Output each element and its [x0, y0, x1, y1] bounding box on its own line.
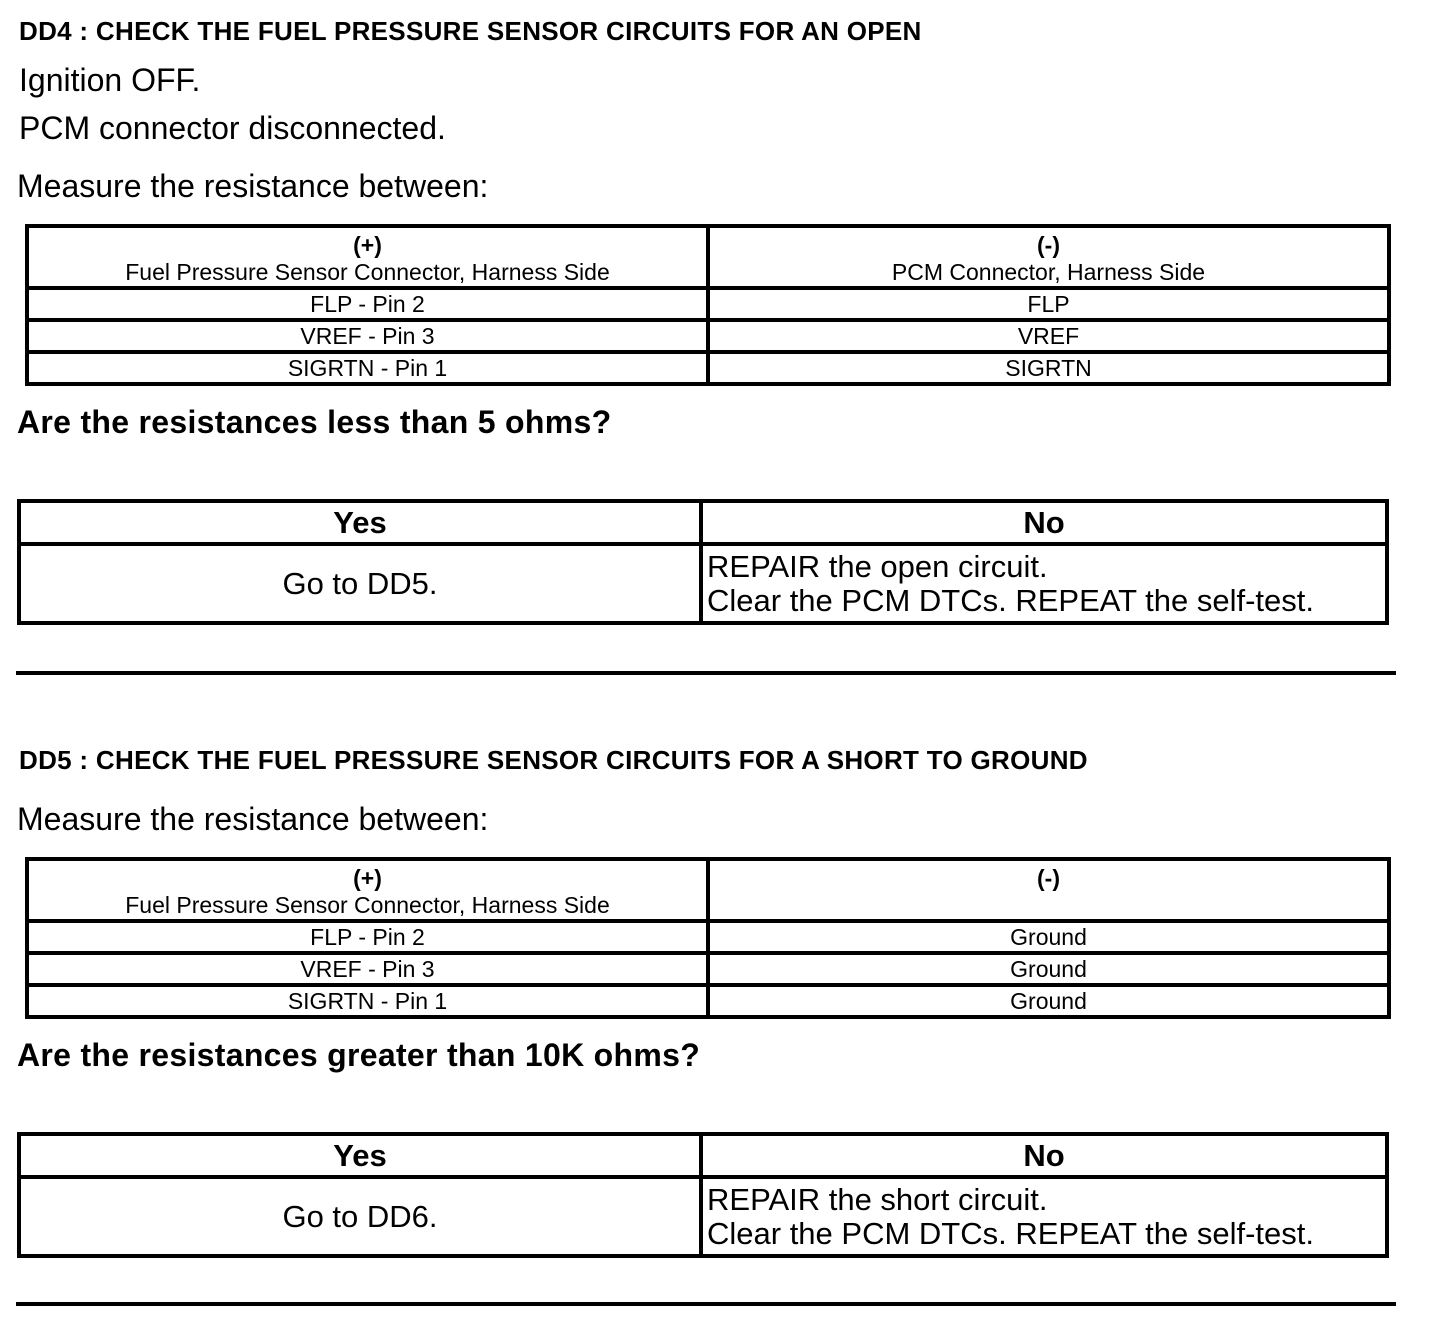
dd5-yes-header: Yes: [19, 1134, 701, 1177]
dd4-row2-target: VREF: [708, 320, 1389, 352]
dd5-no-action: [701, 1177, 1387, 1256]
dd5-title: DD5 : CHECK THE FUEL PRESSURE SENSOR CIRCUITS FOR A SHORT TO GROUND: [19, 745, 1088, 775]
dd4-yes-action: Go to DD5.: [19, 544, 701, 623]
dd4-col1-label: Fuel Pressure Sensor Connector, Harness Side: [125, 259, 610, 285]
dd5-row1-pin: FLP - Pin 2: [27, 921, 708, 953]
dd4-yes-header: Yes: [19, 501, 701, 544]
dd4-question: Are the resistances less than 5 ohms?: [17, 404, 612, 440]
dd5-col1-header: [27, 859, 708, 921]
dd4-no-action-line2: Clear the PCM DTCs. REPEAT the self-test.: [707, 582, 1314, 618]
dd5-no-action-line2: Clear the PCM DTCs. REPEAT the self-test.: [707, 1215, 1314, 1251]
dd4-col2-header: [708, 226, 1389, 288]
dd5-row3-target: Ground: [708, 985, 1389, 1017]
dd5-no-header: No: [701, 1134, 1387, 1177]
dd4-col2-label: PCM Connector, Harness Side: [891, 259, 1206, 285]
dd4-row2-pin: VREF - Pin 3: [27, 320, 708, 352]
dd4-row3-pin: SIGRTN - Pin 1: [27, 352, 708, 384]
section-divider: [16, 671, 1396, 675]
dd5-col1-sign: (+): [353, 865, 382, 891]
dd5-yes-action: Go to DD6.: [19, 1177, 701, 1256]
dd4-instruction-pcm: PCM connector disconnected.: [19, 110, 446, 146]
dd4-no-action-line1: REPAIR the open circuit.: [707, 548, 1048, 584]
dd4-col1-sign: (+): [353, 232, 382, 258]
dd5-no-action-line1: REPAIR the short circuit.: [707, 1181, 1048, 1217]
dd4-measure-text: Measure the resistance between:: [17, 168, 489, 204]
dd4-measurement-table: [25, 224, 1391, 386]
dd5-row3-pin: SIGRTN - Pin 1: [27, 985, 708, 1017]
dd4-row1-pin: FLP - Pin 2: [27, 288, 708, 320]
dd4-row1-target: FLP: [708, 288, 1389, 320]
dd5-col2-header: [708, 859, 1389, 921]
dd4-col2-sign: (-): [1037, 232, 1060, 258]
dd5-row2-target: Ground: [708, 953, 1389, 985]
dd4-no-action: [701, 544, 1387, 623]
dd5-question: Are the resistances greater than 10K ohms?: [17, 1037, 701, 1073]
dd5-measure-text: Measure the resistance between:: [17, 801, 489, 837]
dd5-col1-label: Fuel Pressure Sensor Connector, Harness Side: [125, 892, 610, 918]
dd5-col2-sign: (-): [1037, 865, 1060, 891]
dd5-row2-pin: VREF - Pin 3: [27, 953, 708, 985]
dd4-no-header: No: [701, 501, 1387, 544]
dd4-title: DD4 : CHECK THE FUEL PRESSURE SENSOR CIRCUITS FOR AN OPEN: [19, 16, 922, 46]
dd4-instruction-ignition: Ignition OFF.: [19, 62, 201, 98]
dd4-decision-table: [17, 499, 1389, 625]
bottom-divider: [16, 1302, 1396, 1306]
dd5-decision-table: [17, 1132, 1389, 1258]
dd5-measurement-table: [25, 857, 1391, 1019]
dd4-col1-header: [27, 226, 708, 288]
dd5-row1-target: Ground: [708, 921, 1389, 953]
dd4-row3-target: SIGRTN: [708, 352, 1389, 384]
